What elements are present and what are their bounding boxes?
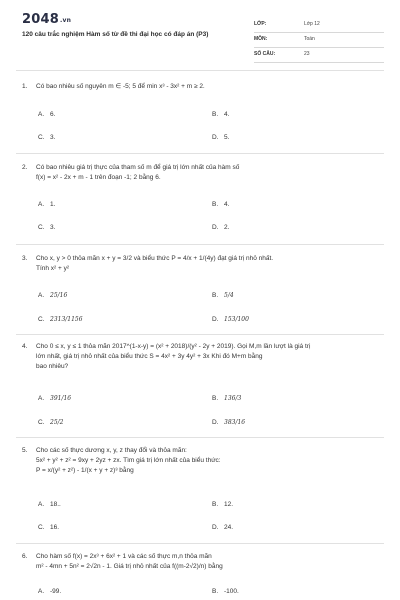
question-line: m² - 4mn + 5n² = 2√2n - 1. Giá trị nhỏ nhất của f((m-2√2)/n) bằng xyxy=(36,563,223,570)
question-line: P = x/(y² + z²) - 1/(x + y + z)³ bằng xyxy=(36,467,134,474)
question-line: Cho hàm số f(x) = 2x³ + 6x² + 1 và các số thực m,n thỏa mãn xyxy=(36,553,212,560)
option-b[interactable]: B. 4. xyxy=(212,201,230,208)
site-logo[interactable]: 2048.vn xyxy=(22,12,72,27)
divider xyxy=(16,543,384,544)
option-b[interactable]: B. 5/4 xyxy=(212,292,234,299)
question-number: 2. xyxy=(22,164,28,171)
option-b[interactable]: B. 4. xyxy=(212,111,230,118)
meta-row-count xyxy=(254,48,384,63)
option-c[interactable]: C. 3. xyxy=(38,224,56,231)
option-c[interactable]: C. 3. xyxy=(38,134,56,141)
meta-row-subject xyxy=(254,33,384,48)
option-d[interactable]: D. 383/16 xyxy=(212,419,246,426)
question-line: Cho các số thực dương x, y, z thay đổi và thỏa mãn: xyxy=(36,447,187,454)
question-line: 5x² + y² + z² = 9xy + 2yz + zx. Tìm giá trị lớn nhất của biểu thức: xyxy=(36,457,221,464)
question-text xyxy=(36,446,382,476)
meta-key: LỚP: xyxy=(254,21,267,27)
divider xyxy=(16,437,384,438)
question-number: 3. xyxy=(22,255,28,262)
meta-key: SỐ CÂU: xyxy=(254,51,276,57)
question-text xyxy=(36,163,382,183)
question-line: bao nhiêu? xyxy=(36,363,69,370)
meta-value: Toán xyxy=(304,36,315,42)
question-line: Cho x, y > 0 thỏa mãn x + y = 3/2 và biểu thức P = 4/x + 1/(4y) đạt giá trị nhỏ nhất. xyxy=(36,255,274,262)
option-d[interactable]: D. 153/100 xyxy=(212,316,249,323)
option-b[interactable]: B. 12. xyxy=(212,501,234,508)
option-b[interactable]: B. -100. xyxy=(212,588,239,595)
option-a[interactable]: A. 6. xyxy=(38,111,56,118)
question-number: 1. xyxy=(22,83,28,90)
option-a[interactable]: A. 25/16 xyxy=(38,292,68,299)
option-d[interactable]: D. 5. xyxy=(212,134,230,141)
divider xyxy=(16,244,384,245)
document-header xyxy=(22,12,382,60)
question-number: 5. xyxy=(22,447,28,454)
meta-key: MÔN: xyxy=(254,36,268,42)
option-d[interactable]: D. 24. xyxy=(212,524,234,531)
meta-value: 23 xyxy=(304,51,310,57)
option-a[interactable]: A. 18.. xyxy=(38,501,61,508)
divider xyxy=(16,334,384,335)
option-a[interactable]: A. 391/16 xyxy=(38,395,72,402)
option-c[interactable]: C. 25/2 xyxy=(38,419,64,426)
document-title: 120 câu trắc nghiệm Hàm số từ đề thi đại học có đáp án (P3) xyxy=(22,31,209,38)
divider xyxy=(16,153,384,154)
question-line: Tính x² + y² xyxy=(36,265,70,272)
question-text xyxy=(36,254,382,274)
document-meta xyxy=(254,18,384,63)
option-c[interactable]: C. 16. xyxy=(38,524,60,531)
option-c[interactable]: C. 2313/1156 xyxy=(38,316,83,323)
question-number: 6. xyxy=(22,553,28,560)
option-a[interactable]: A. -99. xyxy=(38,588,62,595)
question-line: Có bao nhiêu giá trị thực của tham số m để giá trị lớn nhất của hàm số xyxy=(36,164,240,171)
question-line: f(x) = x² - 2x + m - 1 trên đoạn -1; 2 bằng 6. xyxy=(36,174,161,181)
question-line: lớn nhất, giá trị nhỏ nhất của biểu thức S = 4x² + 3y 4y² + 3x Khi đó M+m bằng xyxy=(36,353,263,360)
question-text xyxy=(36,552,382,572)
option-a[interactable]: A. 1. xyxy=(38,201,56,208)
question-line: Có bao nhiêu số nguyên m ∈ -5; 5 để min x³ - 3x² + m ≥ 2. xyxy=(36,83,205,90)
question-line: Cho 0 ≤ x, y ≤ 1 thỏa mãn 2017^(1-x-y) = (x² + 2018)/(y² - 2y + 2019). Gọi M,m lần lượt là giá trị xyxy=(36,343,311,350)
question-text xyxy=(36,82,382,92)
divider xyxy=(16,70,384,71)
option-d[interactable]: D. 2. xyxy=(212,224,230,231)
meta-value: Lớp 12 xyxy=(304,21,320,27)
question-text xyxy=(36,342,382,372)
question-number: 4. xyxy=(22,343,28,350)
option-b[interactable]: B. 136/3 xyxy=(212,395,242,402)
meta-row-class xyxy=(254,18,384,33)
